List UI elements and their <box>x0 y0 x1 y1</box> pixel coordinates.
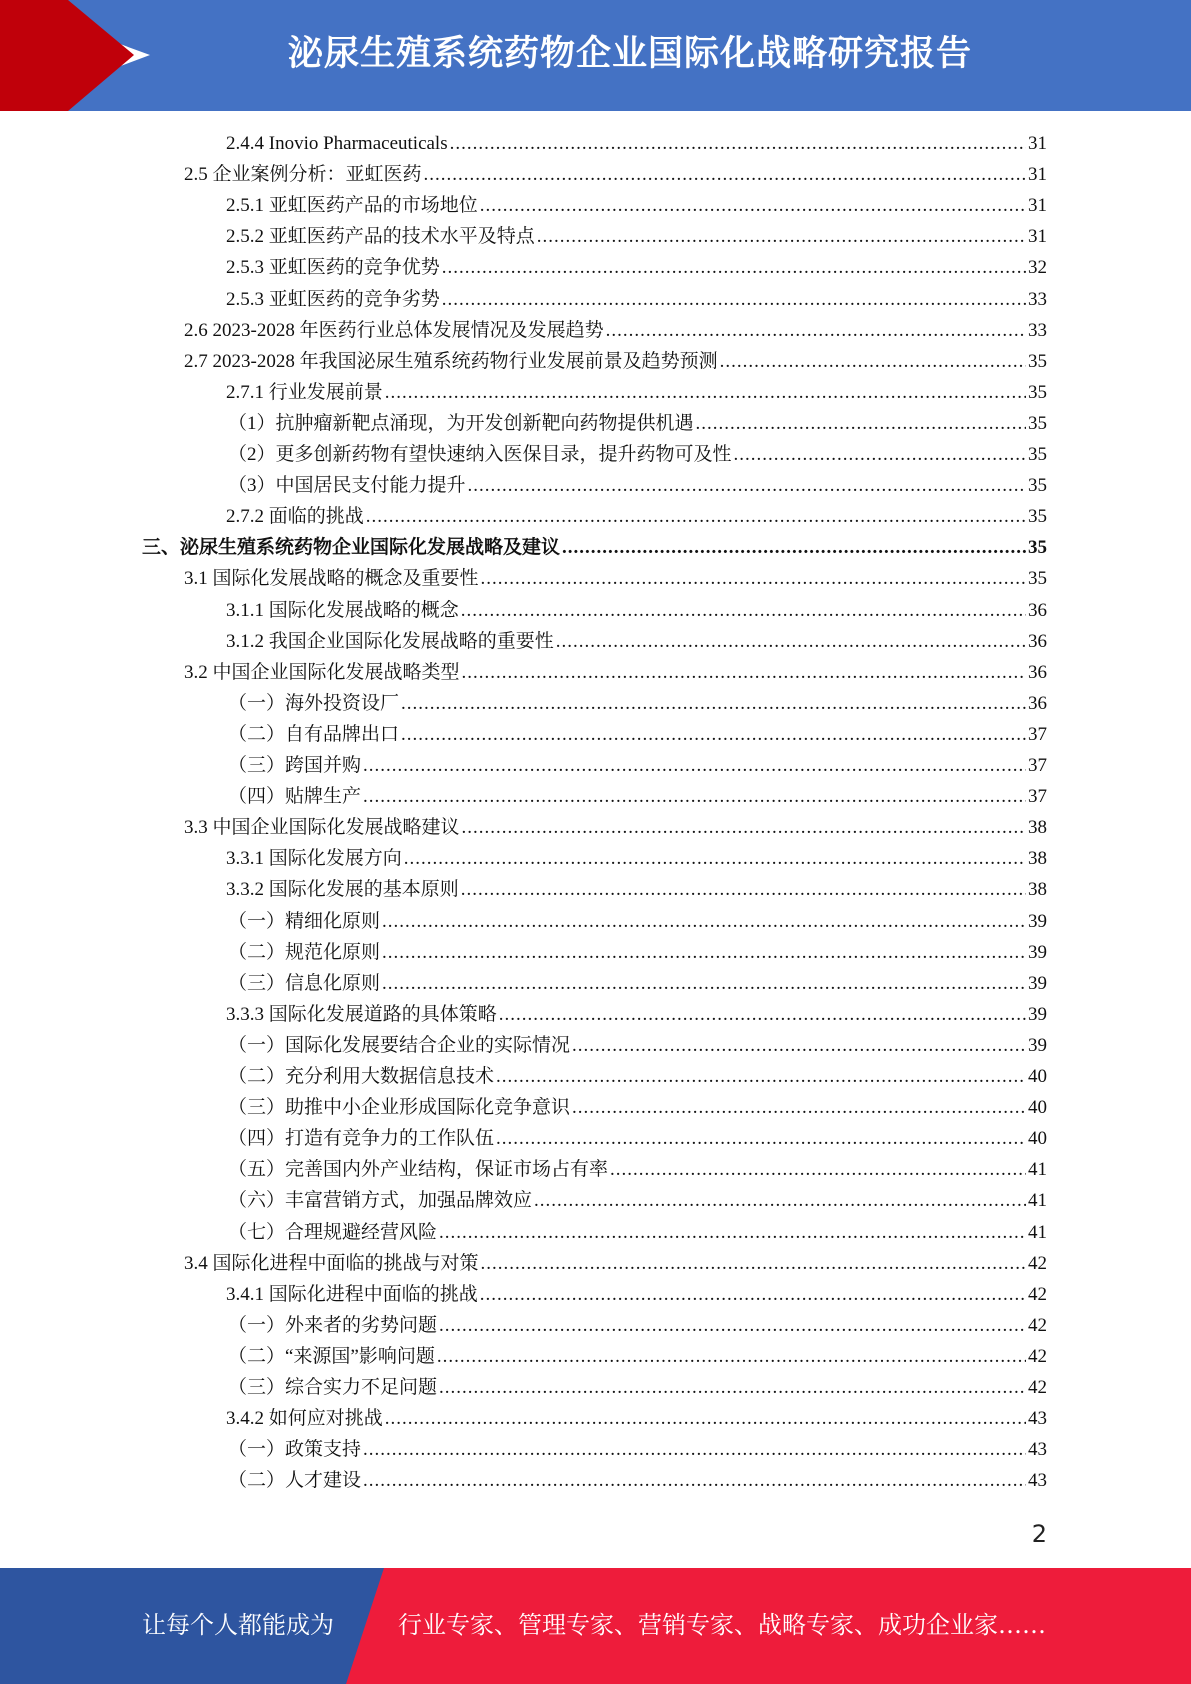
toc-leader-dots <box>439 1217 1026 1248</box>
toc-entry-title: 2.7.1 行业发展前景 <box>226 381 383 403</box>
toc-entry[interactable] <box>226 626 1047 657</box>
toc-entry-title: （五）完善国内外产业结构，保证市场占有率 <box>228 1159 609 1181</box>
toc-leader-dots <box>424 159 1026 190</box>
toc-entry[interactable] <box>226 501 1047 532</box>
toc-entry[interactable] <box>228 1061 1047 1092</box>
toc-entry-page: 43 <box>1028 1408 1047 1430</box>
toc-entry-page: 36 <box>1028 630 1047 652</box>
toc-entry-title: 3.4.2 如何应对挑战 <box>226 1408 383 1430</box>
toc-entry-title: （2）更多创新药物有望快速纳入医保目录，提升药物可及性 <box>228 444 732 465</box>
toc-entry-page: 43 <box>1028 1439 1047 1461</box>
toc-entry-title: 3.2 中国企业国际化发展战略类型 <box>184 661 460 683</box>
toc-entry-title: （三）综合实力不足问题 <box>228 1377 438 1398</box>
toc-leader-dots <box>382 968 1026 999</box>
header-red-block-front <box>0 0 68 111</box>
toc-entry[interactable] <box>228 1465 1047 1496</box>
toc-leader-dots <box>720 346 1026 377</box>
toc-entry[interactable] <box>226 1403 1047 1434</box>
toc-entry[interactable] <box>226 595 1047 626</box>
toc-entry[interactable] <box>228 408 1047 439</box>
toc-entry-title: 3.3.2 国际化发展的基本原则 <box>226 879 459 901</box>
toc-entry-page: 35 <box>1028 412 1047 434</box>
toc-entry-title: （七）合理规避经营风险 <box>228 1221 438 1243</box>
toc-entry-title: （一）政策支持 <box>228 1439 362 1461</box>
toc-entry-page: 35 <box>1028 381 1047 403</box>
toc-entry-page: 37 <box>1028 723 1047 745</box>
toc-entry-title: （六）丰富营销方式，加强品牌效应 <box>228 1190 533 1212</box>
toc-entry[interactable] <box>184 1248 1047 1279</box>
toc-entry-page: 38 <box>1028 848 1047 870</box>
toc-entry-page: 31 <box>1028 164 1047 186</box>
toc-entry[interactable] <box>226 874 1047 905</box>
toc-entry-page: 40 <box>1028 1066 1047 1087</box>
toc-entry[interactable] <box>184 657 1047 688</box>
toc-entry-title: （三）跨国并购 <box>228 755 362 776</box>
toc-entry[interactable] <box>228 470 1047 501</box>
toc-entry-title: （三）助推中小企业形成国际化竞争意识 <box>228 1097 571 1119</box>
toc-leader-dots <box>461 874 1026 905</box>
toc-entry-title: 3.1.1 国际化发展战略的概念 <box>226 599 459 621</box>
toc-entry-page: 42 <box>1028 1283 1047 1305</box>
toc-entry-page: 39 <box>1028 1003 1047 1025</box>
toc-entry-page: 35 <box>1028 537 1047 559</box>
toc-leader-dots <box>496 1123 1026 1154</box>
toc-entry[interactable] <box>226 128 1047 159</box>
toc-entry-title: 3.4.1 国际化进程中面临的挑战 <box>226 1283 478 1305</box>
toc-leader-dots <box>480 1279 1026 1310</box>
toc-entry-page: 35 <box>1028 568 1047 590</box>
footer-slogan-right: 行业专家、管理专家、营销专家、战略专家、成功企业家…… <box>398 1611 1046 1639</box>
toc-entry-page: 39 <box>1028 1034 1047 1056</box>
toc-leader-dots <box>363 781 1026 812</box>
toc-entry-title: 3.1 国际化发展战略的概念及重要性 <box>184 568 479 590</box>
toc-entry[interactable] <box>228 1030 1047 1061</box>
toc-entry-page: 42 <box>1028 1314 1047 1336</box>
toc-entry-page: 37 <box>1028 755 1047 776</box>
toc-leader-dots <box>562 532 1026 563</box>
toc-entry[interactable] <box>226 252 1047 283</box>
toc-leader-dots <box>572 1030 1026 1061</box>
toc-entry-title: 2.4.4 Inovio Pharmaceuticals <box>226 133 448 154</box>
page-number: 2 <box>1031 1520 1047 1548</box>
toc-leader-dots <box>385 377 1026 408</box>
toc-entry-title: （1）抗肿瘤新靶点涌现，为开发创新靶向药物提供机遇 <box>228 412 694 434</box>
toc-entry[interactable] <box>228 1123 1047 1154</box>
toc-entry-title: （二）自有品牌出口 <box>228 723 400 745</box>
toc-entry[interactable] <box>228 937 1047 968</box>
toc-entry-page: 32 <box>1028 257 1047 279</box>
header-chevron-icon <box>68 0 134 111</box>
toc-entry[interactable] <box>228 688 1047 719</box>
toc-entry-page: 39 <box>1028 972 1047 994</box>
toc-leader-dots <box>437 1341 1026 1372</box>
toc-leader-dots <box>610 1154 1026 1185</box>
toc-entry-page: 41 <box>1028 1190 1047 1212</box>
toc-entry-page: 38 <box>1028 879 1047 901</box>
toc-leader-dots <box>363 1465 1026 1496</box>
toc-entry-title: 3.3 中国企业国际化发展战略建议 <box>184 817 460 839</box>
toc-entry[interactable] <box>184 315 1047 346</box>
toc-entry-title: （一）外来者的劣势问题 <box>228 1314 438 1336</box>
toc-entry[interactable] <box>228 750 1047 781</box>
toc-entry-title: （一）精细化原则 <box>228 910 381 932</box>
toc-entry-page: 37 <box>1028 786 1047 808</box>
toc-entry[interactable] <box>228 719 1047 750</box>
toc-entry[interactable] <box>228 1310 1047 1341</box>
toc-leader-dots <box>556 626 1026 657</box>
toc-entry-page: 39 <box>1028 910 1047 932</box>
toc-leader-dots <box>363 750 1026 781</box>
toc-entry-page: 35 <box>1028 506 1047 528</box>
toc-leader-dots <box>534 1185 1026 1216</box>
toc-entry-page: 36 <box>1028 599 1047 621</box>
toc-entry-page: 33 <box>1028 319 1047 341</box>
toc-entry-page: 39 <box>1028 941 1047 963</box>
toc-leader-dots <box>606 315 1026 346</box>
toc-entry-title: 2.7 2023-2028 年我国泌尿生殖系统药物行业发展前景及趋势预测 <box>184 350 718 372</box>
toc-entry-title: 3.1.2 我国企业国际化发展战略的重要性 <box>226 630 554 652</box>
toc-entry-page: 41 <box>1028 1221 1047 1243</box>
toc-leader-dots <box>696 408 1026 439</box>
toc-entry[interactable] <box>228 1154 1047 1185</box>
toc-entry-title: （四）打造有竞争力的工作队伍 <box>228 1128 495 1150</box>
toc-entry[interactable] <box>184 812 1047 843</box>
toc-leader-dots <box>462 812 1026 843</box>
toc-entry[interactable] <box>226 190 1047 221</box>
toc-leader-dots <box>439 1372 1026 1403</box>
toc-entry-title: 三、泌尿生殖系统药物企业国际化发展战略及建议 <box>142 537 561 559</box>
toc-entry-page: 33 <box>1028 288 1047 310</box>
toc-entry-title: （3）中国居民支付能力提升 <box>228 475 466 497</box>
toc-entry[interactable] <box>228 1217 1047 1248</box>
toc-entry[interactable] <box>226 999 1047 1030</box>
toc-entry[interactable] <box>184 159 1047 190</box>
toc-entry-page: 31 <box>1028 133 1047 154</box>
toc-leader-dots <box>385 1403 1026 1434</box>
toc-leader-dots <box>439 1310 1026 1341</box>
toc-entry[interactable] <box>228 1434 1047 1465</box>
toc-entry-page: 35 <box>1028 444 1047 465</box>
toc-entry[interactable] <box>226 221 1047 252</box>
toc-entry[interactable] <box>228 781 1047 812</box>
toc-entry[interactable] <box>226 1279 1047 1310</box>
toc-entry-title: （三）信息化原则 <box>228 972 381 994</box>
toc-entry-title: 3.3.3 国际化发展道路的具体策略 <box>226 1003 497 1025</box>
toc-leader-dots <box>481 1248 1026 1279</box>
toc-entry[interactable] <box>184 346 1047 377</box>
toc-entry[interactable] <box>184 563 1047 594</box>
toc-entry-title: 2.5.3 亚虹医药的竞争劣势 <box>226 288 440 310</box>
header-banner <box>0 0 1191 111</box>
toc-entry[interactable] <box>142 532 1047 563</box>
footer-banner <box>0 1568 1191 1684</box>
toc-entry[interactable] <box>226 377 1047 408</box>
toc-entry-page: 40 <box>1028 1097 1047 1119</box>
toc-entry-title: （二）人才建设 <box>228 1470 362 1492</box>
toc-entry-page: 42 <box>1028 1252 1047 1274</box>
toc-entry-title: （二）规范化原则 <box>228 941 381 963</box>
toc-leader-dots <box>481 563 1026 594</box>
toc-leader-dots <box>442 252 1026 283</box>
toc-entry-title: 2.5 企业案例分析：亚虹医药 <box>184 164 422 186</box>
toc-entry-title: 3.4 国际化进程中面临的挑战与对策 <box>184 1252 479 1274</box>
toc-entry-title: 3.3.1 国际化发展方向 <box>226 848 402 870</box>
toc-entry[interactable] <box>226 284 1047 315</box>
toc-entry-page: 35 <box>1028 350 1047 372</box>
toc-entry-title: （一）海外投资设厂 <box>228 692 400 714</box>
toc-leader-dots <box>480 190 1026 221</box>
toc-leader-dots <box>363 1434 1026 1465</box>
toc-entry-page: 31 <box>1028 226 1047 248</box>
toc-entry-title: （一）国际化发展要结合企业的实际情况 <box>228 1034 571 1056</box>
toc-leader-dots <box>734 439 1026 470</box>
toc-entry[interactable] <box>228 439 1047 470</box>
toc-entry-page: 42 <box>1028 1345 1047 1367</box>
toc-leader-dots <box>401 719 1026 750</box>
toc-entry-page: 31 <box>1028 195 1047 217</box>
toc-leader-dots <box>366 501 1026 532</box>
toc-entry[interactable] <box>226 843 1047 874</box>
toc-leader-dots <box>499 999 1026 1030</box>
toc-entry-page: 42 <box>1028 1377 1047 1398</box>
toc-leader-dots <box>462 657 1026 688</box>
report-title: 泌尿生殖系统药物企业国际化战略研究报告 <box>287 34 972 74</box>
toc-entry[interactable] <box>228 1341 1047 1372</box>
toc-entry[interactable] <box>228 1372 1047 1403</box>
toc-entry[interactable] <box>228 1185 1047 1216</box>
toc-entry-title: 2.7.2 面临的挑战 <box>226 506 364 528</box>
toc-entry-title: （二）“来源国”影响问题 <box>228 1345 435 1367</box>
toc-entry-title: 2.5.2 亚虹医药产品的技术水平及特点 <box>226 226 535 248</box>
toc-leader-dots <box>382 906 1026 937</box>
toc-leader-dots <box>537 221 1026 252</box>
toc-leader-dots <box>401 688 1026 719</box>
toc-entry-page: 41 <box>1028 1159 1047 1181</box>
toc-entry-page: 43 <box>1028 1470 1047 1492</box>
toc-entry-title: （四）贴牌生产 <box>228 786 362 808</box>
footer-slogan-left: 让每个人都能成为 <box>142 1611 334 1639</box>
toc-leader-dots <box>442 284 1026 315</box>
toc-entry-page: 40 <box>1028 1128 1047 1150</box>
toc-leader-dots <box>572 1092 1026 1123</box>
toc-leader-dots <box>461 595 1026 626</box>
toc-leader-dots <box>496 1061 1026 1092</box>
toc-leader-dots <box>450 128 1026 159</box>
toc-entry-page: 36 <box>1028 661 1047 683</box>
toc-entry-title: （二）充分利用大数据信息技术 <box>228 1066 495 1087</box>
toc-entry-title: 2.5.3 亚虹医药的竞争优势 <box>226 257 440 279</box>
toc-entry[interactable] <box>228 1092 1047 1123</box>
toc-leader-dots <box>382 937 1026 968</box>
toc-entry[interactable] <box>228 968 1047 999</box>
toc-entry-title: 2.6 2023-2028 年医药行业总体发展情况及发展趋势 <box>184 319 604 341</box>
toc-entry-title: 2.5.1 亚虹医药产品的市场地位 <box>226 195 478 217</box>
toc-entry-page: 35 <box>1028 475 1047 497</box>
toc-entry[interactable] <box>228 906 1047 937</box>
toc-leader-dots <box>468 470 1026 501</box>
toc-entry-page: 38 <box>1028 817 1047 839</box>
toc-entry-page: 36 <box>1028 692 1047 714</box>
toc-leader-dots <box>404 843 1026 874</box>
